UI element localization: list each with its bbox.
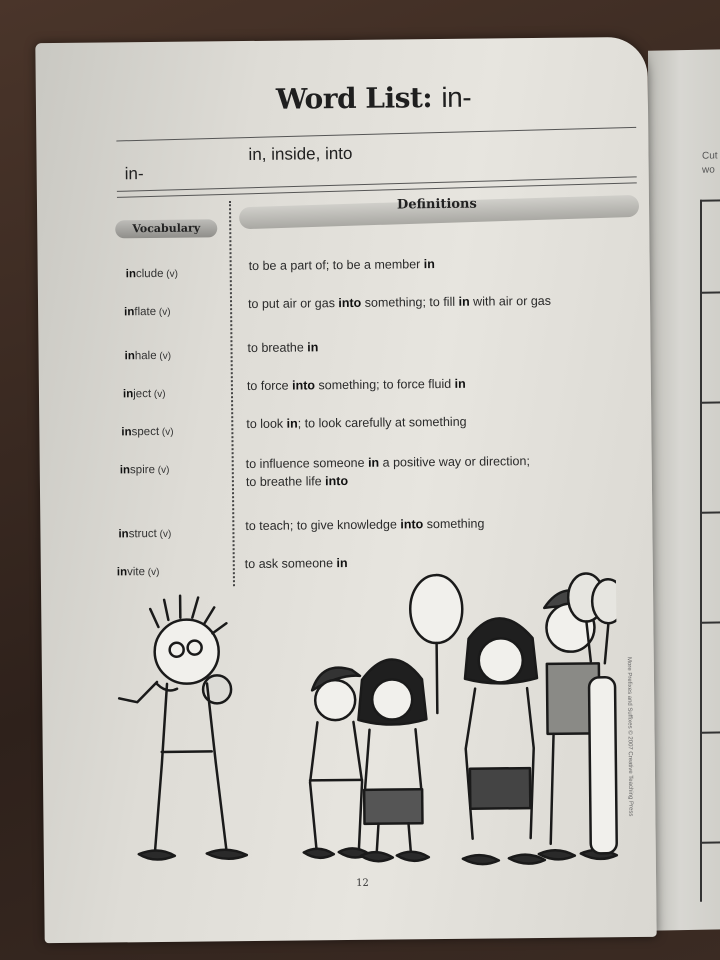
definition-text: to be a part of; to be a member in	[248, 257, 435, 274]
copyright-credit: More Prefixes and Suffixes © 2007 Creative Teaching Press	[625, 657, 634, 817]
definitions-header: Definitions	[396, 196, 477, 213]
vocabulary-word: inspire (v)	[119, 463, 170, 477]
title-rule	[116, 127, 636, 142]
worksheet-page	[35, 37, 656, 943]
cartoon-illustration	[96, 567, 619, 882]
column-divider	[229, 201, 235, 586]
definition-text: to influence someone in a positive way or direction; to breathe life into	[245, 454, 530, 490]
vocabulary-word: inhale (v)	[124, 349, 172, 363]
definition-text: to look in; to look carefully at something	[246, 414, 467, 432]
definition-text: to breathe in	[247, 340, 319, 356]
girl-holding-balloon	[410, 574, 545, 865]
adjacent-page	[648, 49, 720, 930]
girl-dark-hair	[358, 659, 429, 861]
page-number: 12	[356, 877, 369, 889]
prefix-label: in-	[124, 164, 144, 184]
vocabulary-word: include (v)	[125, 267, 178, 281]
definition-text: to force into something; to force fluid in	[246, 376, 466, 394]
vocabulary-word: inspect (v)	[121, 425, 174, 439]
page-title: Word List: in-	[275, 81, 472, 116]
definition-text: to put air or gas into something; to fill in with air or gas	[247, 293, 552, 312]
vocabulary-word: inject (v)	[122, 388, 166, 401]
definition-text: to teach; to give knowledge into something	[245, 516, 485, 534]
vocabulary-word: inflate (v)	[124, 305, 171, 319]
vocabulary-word: invite (v)	[116, 566, 160, 579]
definition-text: to ask someone in	[244, 555, 348, 572]
prefix-meaning: in, inside, into	[248, 143, 353, 165]
vocabulary-word: instruct (v)	[118, 527, 172, 541]
adjacent-page-grid	[700, 199, 720, 902]
adjacent-page-text: Cut wo	[702, 150, 718, 176]
boy-blowing-balloon	[118, 595, 247, 860]
vocabulary-header: Vocabulary	[115, 219, 217, 238]
header-rule-2	[117, 182, 637, 198]
boy-with-cap	[302, 667, 369, 858]
